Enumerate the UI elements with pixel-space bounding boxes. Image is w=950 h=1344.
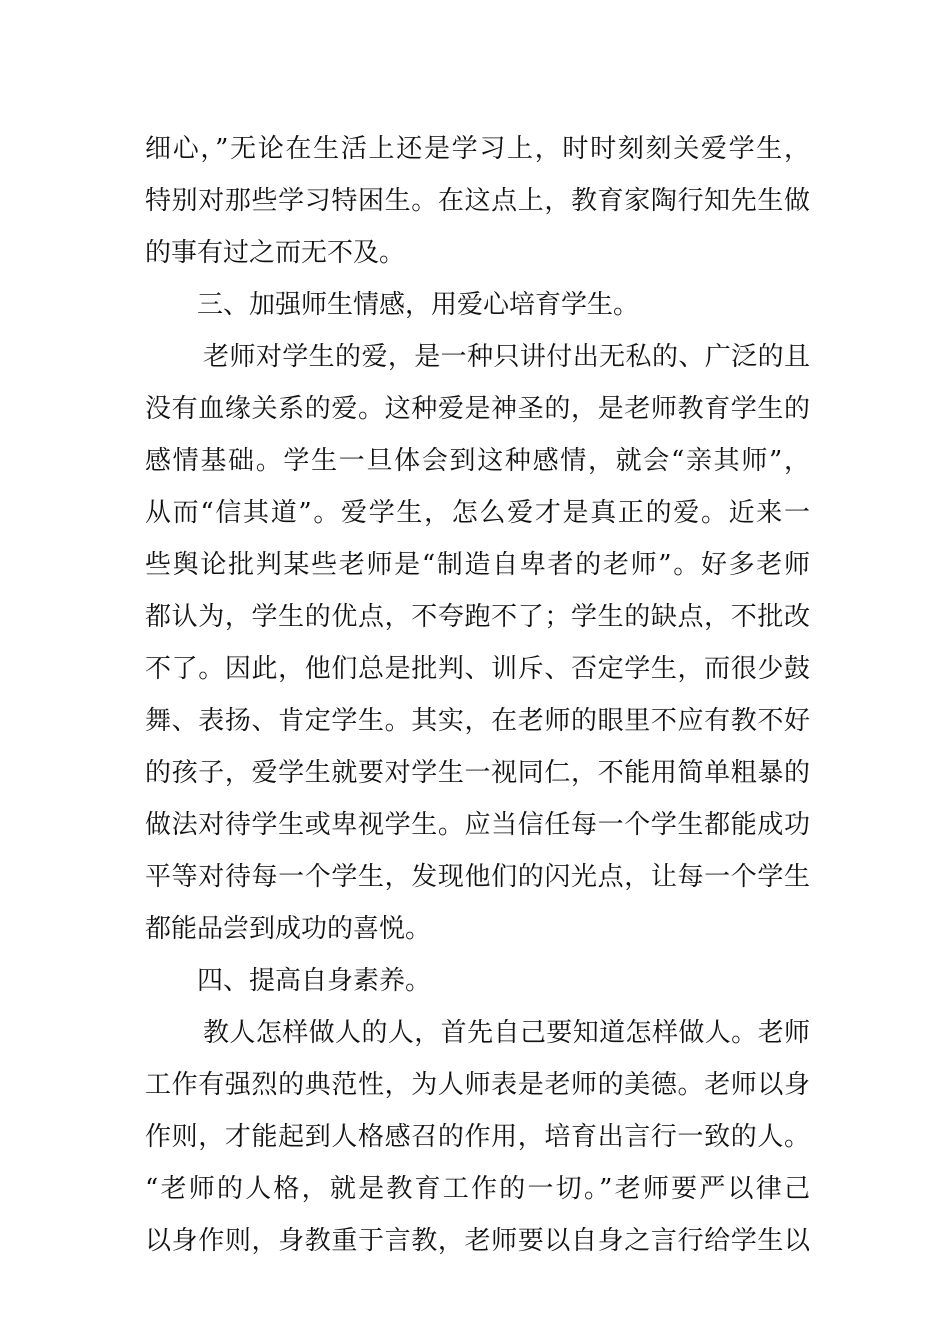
text-line: 舞、表扬、肯定学生。其实，在老师的眼里不应有教不好 (145, 706, 810, 736)
text-line: 平等对待每一个学生，发现他们的闪光点，让每一个学生 (145, 862, 810, 892)
text-line: 老师对学生的爱，是一种只讲付出无私的、广泛的且 (203, 342, 810, 372)
text-line: “老师的人格，就是教育工作的一切。”老师要严以律己 (145, 1174, 810, 1204)
text-line: 作则，才能起到人格感召的作用，培育出言行一致的人。 (145, 1122, 810, 1152)
text-line: 细心，”无论在生活上还是学习上，时时刻刻关爱学生， (145, 134, 810, 164)
section-heading: 四、提高自身素养。 (197, 966, 432, 996)
text-line: 特别对那些学习特困生。在这点上，教育家陶行知先生做 (145, 186, 810, 216)
text-line: 不了。因此，他们总是批判、训斥、否定学生，而很少鼓 (145, 654, 810, 684)
text-line: 些舆论批判某些老师是“制造自卑者的老师”。好多老师 (145, 550, 810, 580)
text-line: 以身作则，身教重于言教，老师要以自身之言行给学生以 (145, 1226, 810, 1256)
text-line: 都能品尝到成功的喜悦。 (145, 914, 432, 944)
text-line: 都认为，学生的优点，不夸跑不了；学生的缺点，不批改 (145, 602, 810, 632)
text-line: 没有血缘关系的爱。这种爱是神圣的，是老师教育学生的 (145, 394, 810, 424)
text-line: 的事有过之而无不及。 (145, 238, 406, 268)
text-line: 的孩子，爱学生就要对学生一视同仁，不能用简单粗暴的 (145, 758, 810, 788)
text-line: 工作有强烈的典范性，为人师表是老师的美德。老师以身 (145, 1070, 810, 1100)
text-line: 感情基础。学生一旦体会到这种感情，就会“亲其师”， (145, 446, 810, 476)
text-line: 教人怎样做人的人，首先自己要知道怎样做人。老师 (203, 1018, 810, 1048)
text-line: 从而“信其道”。爱学生，怎么爱才是真正的爱。近来一 (145, 498, 810, 528)
section-heading: 三、加强师生情感，用爱心培育学生。 (197, 290, 640, 320)
body-text (145, 123, 810, 1267)
text-line: 做法对待学生或卑视学生。应当信任每一个学生都能成功 (145, 810, 810, 840)
